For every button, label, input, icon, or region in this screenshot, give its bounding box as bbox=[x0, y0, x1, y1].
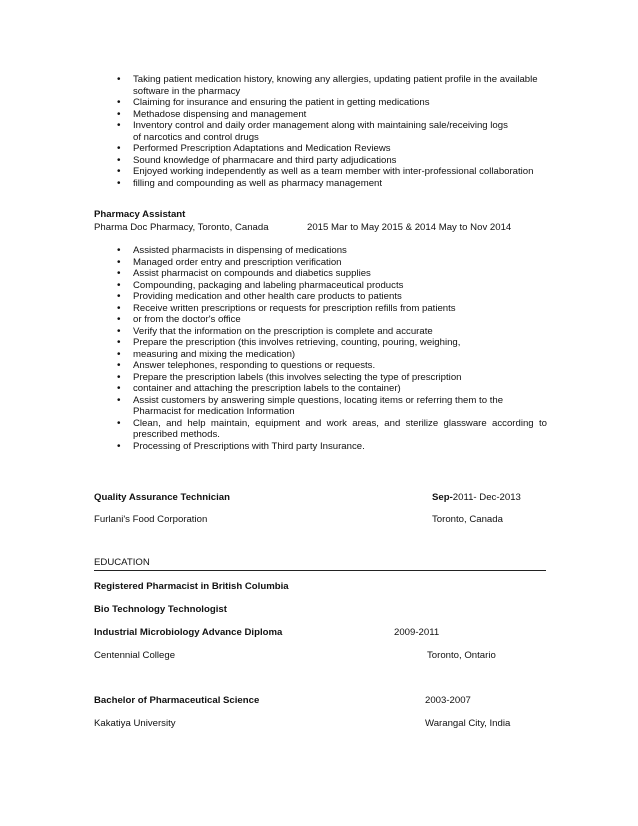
section-divider bbox=[94, 570, 546, 571]
list-item: • Managed order entry and prescription verification bbox=[117, 257, 547, 269]
list-item: • Answer telephones, responding to questions or requests. bbox=[117, 360, 547, 372]
list-item: • Sound knowledge of pharmacare and third party adjudications bbox=[117, 155, 547, 167]
responsibilities-list bbox=[117, 74, 547, 189]
education-dates: 2009-2011 bbox=[394, 627, 440, 638]
education-title: Bachelor of Pharmaceutical Science bbox=[94, 695, 260, 706]
section-heading: EDUCATION bbox=[94, 557, 150, 568]
list-item: • Taking patient medication history, knowing any allergies, updating patient profile in the available software in the pharmacy bbox=[117, 74, 547, 97]
list-item: • Compounding, packaging and labeling pharmaceutical products bbox=[117, 280, 547, 292]
job-employer: Furlani's Food Corporation bbox=[94, 514, 208, 525]
list-item: • Methadose dispensing and management bbox=[117, 109, 547, 121]
education-title: Industrial Microbiology Advance Diploma bbox=[94, 627, 283, 638]
education-school: Kakatiya University bbox=[94, 718, 176, 729]
list-item: • measuring and mixing the medication) bbox=[117, 349, 547, 361]
education-title: Registered Pharmacist in British Columbia bbox=[94, 581, 289, 592]
list-item: • Clean, and help maintain, equipment and work areas, and sterilize glassware according to prescribed methods. bbox=[117, 418, 547, 441]
education-location: Toronto, Ontario bbox=[427, 650, 496, 661]
list-item: • Processing of Prescriptions with Third party Insurance. bbox=[117, 441, 547, 453]
job-dates: 2015 Mar to May 2015 & 2014 May to Nov 2014 bbox=[307, 222, 512, 233]
job-dates bbox=[432, 492, 521, 504]
list-item: • Verify that the information on the prescription is complete and accurate bbox=[117, 326, 547, 338]
list-item: • Receive written prescriptions or requests for prescription refills from patients bbox=[117, 303, 547, 315]
list-item: • or from the doctor's office bbox=[117, 314, 547, 326]
list-item: • container and attaching the prescription labels to the container) bbox=[117, 383, 547, 395]
list-item: • Performed Prescription Adaptations and Medication Reviews bbox=[117, 143, 547, 155]
list-item: • Assist customers by answering simple questions, locating items or referring them to the Pharmacist for medication Information bbox=[117, 395, 547, 418]
list-item: • Prepare the prescription (this involves retrieving, counting, pouring, weighing, bbox=[117, 337, 547, 349]
list-item: • Claiming for insurance and ensuring the patient in getting medications bbox=[117, 97, 547, 109]
job-location: Toronto, Canada bbox=[432, 514, 503, 525]
date-start-month: Sep- bbox=[432, 492, 453, 503]
education-dates: 2003-2007 bbox=[425, 695, 471, 706]
list-item: • filling and compounding as well as pharmacy management bbox=[117, 178, 547, 190]
education-school: Centennial College bbox=[94, 650, 176, 661]
job-title: Pharmacy Assistant bbox=[94, 209, 186, 220]
list-item: • Providing medication and other health care products to patients bbox=[117, 291, 547, 303]
list-item: • Prepare the prescription labels (this involves selecting the type of prescription bbox=[117, 372, 547, 384]
assistant-duties-list bbox=[117, 245, 547, 452]
list-item: • Inventory control and daily order management along with maintaining sale/receiving logs of narcotics and control drugs bbox=[117, 120, 518, 143]
job-employer: Pharma Doc Pharmacy, Toronto, Canada bbox=[94, 222, 269, 233]
list-item: • Assist pharmacist on compounds and diabetics supplies bbox=[117, 268, 547, 280]
list-item: • Enjoyed working independently as well as a team member with inter-professional collaboration bbox=[117, 166, 547, 178]
education-location: Warangal City, India bbox=[425, 718, 511, 729]
date-range: 2011- Dec-2013 bbox=[452, 492, 521, 503]
list-item: • Assisted pharmacists in dispensing of medications bbox=[117, 245, 547, 257]
job-title: Quality Assurance Technician bbox=[94, 492, 230, 503]
education-title: Bio Technology Technologist bbox=[94, 604, 227, 615]
